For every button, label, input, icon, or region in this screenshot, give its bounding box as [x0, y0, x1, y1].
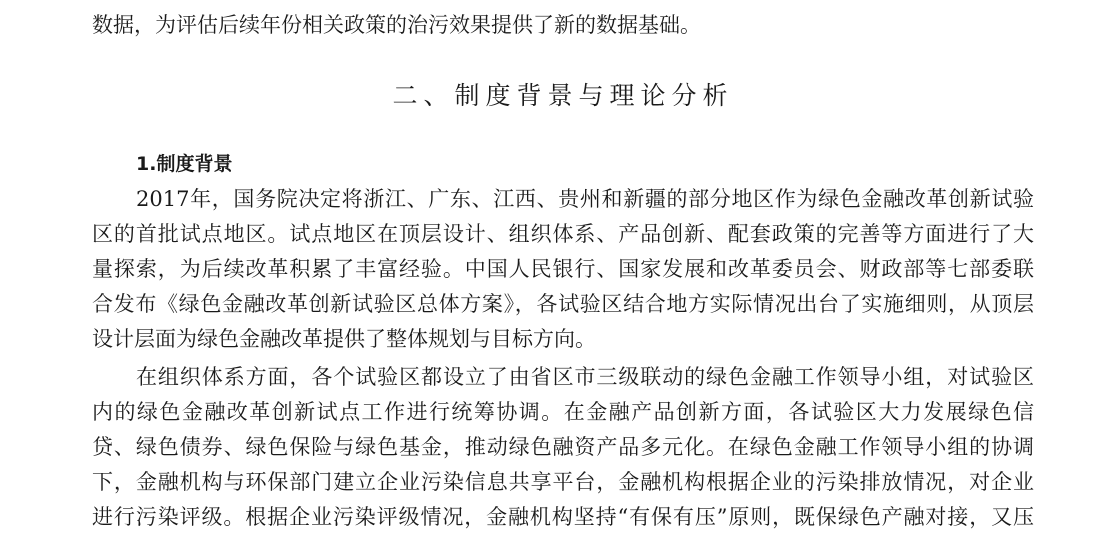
paragraph-line: 区的首批试点地区。试点地区在顶层设计、组织体系、产品创新、配套政策的完善等方面进行了大: [92, 222, 1034, 246]
subsection-heading: 1.制度背景: [136, 153, 233, 175]
paragraph-line: 量探索，为后续改革积累了丰富经验。中国人民银行、国家发展和改革委员会、财政部等七部委联: [92, 257, 1034, 281]
paragraph-line: 在组织体系方面，各个试验区都设立了由省区市三级联动的绿色金融工作领导小组，对试验区: [136, 365, 1034, 389]
paragraph-line: 内的绿色金融改革创新试点工作进行统筹协调。在金融产品创新方面，各试验区大力发展绿色信: [92, 400, 1034, 424]
paragraph-line: 合发布《绿色金融改革创新试验区总体方案》，各试验区结合地方实际情况出台了实施细则，从顶层: [92, 292, 1034, 316]
paragraph-line: 下，金融机构与环保部门建立企业污染信息共享平台，金融机构根据企业的污染排放情况，对企业: [92, 470, 1034, 494]
previous-paragraph-tail: 数据，为评估后续年份相关政策的治污效果提供了新的数据基础。: [92, 13, 701, 37]
paragraph-line: 贷、绿色债券、绿色保险与绿色基金，推动绿色融资产品多元化。在绿色金融工作领导小组的协调: [92, 435, 1034, 459]
section-heading: 二、制度背景与理论分析: [392, 81, 734, 110]
paragraph-line: 设计层面为绿色金融改革提供了整体规划与目标方向。: [92, 327, 596, 351]
paragraph-line: 进行污染评级。根据企业污染评级情况，金融机构坚持“有保有压”原则，既保绿色产融对接，又压: [92, 505, 1034, 529]
paragraph-line: 2017年，国务院决定将浙江、广东、江西、贵州和新疆的部分地区作为绿色金融改革创新试验: [136, 187, 1034, 211]
